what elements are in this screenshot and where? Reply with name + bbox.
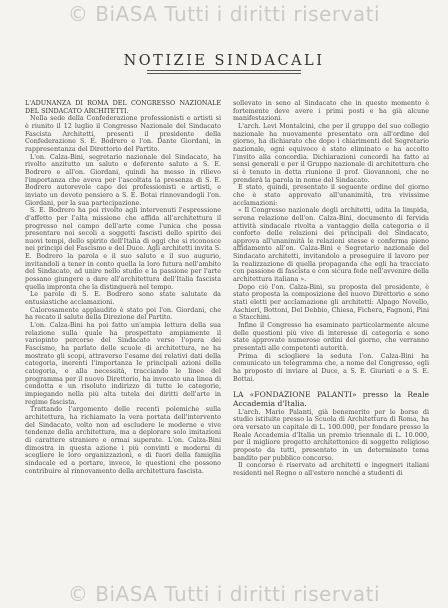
- right-paragraph: Prima di sciogliere la seduta l'on. Calza-Bini ha comunicato un telegramma che, a nome del Congresso, egli ha proposto di inviare al Duce, a S. E. Giuriati e a S. E. Bottai.: [233, 351, 429, 383]
- title-rule-top: [147, 70, 301, 71]
- page-title: NOTIZIE SINDACALI: [123, 53, 325, 69]
- left-column: [25, 100, 221, 475]
- watermark-bottom: © BiASA Tutti i diritti riservati: [67, 582, 381, 606]
- right-paragraph: « Il Congresso nazionale degli architetti, udita la limpida, serena relazione dell'on. Calza-Bini, documento di fervida attività sindacale rivolta a vantaggio della categoria e il conforto delle relazioni dei principali del Sindacato, approva all'unanimità le relazioni stesse e conferma pieno affidamento all'on. Calza-Bini e Segretario nazionale del Sindacato architetti, invitandolo a proseguire il lavoro per la realizzazione di quella propaganda che egli ha tracciato con passione di fascista e con sicura fede nell'avvenire della architettura italiana ».: [233, 206, 429, 284]
- right-column: [233, 100, 429, 478]
- right-paragraph: sollevato in seno al Sindacato che in questo momento è fortemente deve avere i primi posti e ha già alcune manifestazioni.: [233, 99, 429, 123]
- right-paragraph: Infine il Congresso ha esaminato particolarmente alcune delle questioni più vive di interesse di categoria e sono state approvate numerose ordini del giorno, che verranno presentati alle competenti autorità.: [233, 321, 429, 352]
- watermark-top: © BiASA Tutti i diritti riservati: [67, 2, 381, 26]
- right-paragraph: E stato, quindi, presentato il seguente ordine del giorno che è stato approvato all'unanimità, tra vivissime acclamazioni:: [233, 183, 429, 207]
- left-lead: L'ADUNANZA DI ROMA DEL CONGRESSO NAZIONALE DEL SINDACATO ARCHITETTI.: [25, 99, 221, 115]
- right-paragraph: L'arch. Mario Palanti, già benemerito per le borse di studio istituite presso la Scuola di Architettura di Roma, ha ora versato un capitale di L. 100.000, per fondare presso la Reale Accademia d'Italia un premio triennale di L. 10.000, per il migliore progetto architettonico di soggetto religioso proposto da tutti, presentato in un determinato tema bandito per pubblico concorso.: [233, 407, 429, 462]
- right-paragraph: L'arch. Levi Montalcini, che per il gruppo del suo collegio nazionale ha nuovamente presentato ora all'ordine del giorno, ha dichiarato che dopo i chiarimenti del Segretario nazionale, ogni equivoco è stato eliminato e ha accolto l'invito alla concordia. Dichiarazioni concordi ha fatto ai sensi generali e per il Gruppo nazionale di architettura che si è tenuto in detta riunione il prof. Giovannoni, che ne prenderà la parola in nome del Sindacato.: [233, 121, 429, 184]
- right-paragraph: Il concorso è riservato ad architetti e ingegneri italiani residenti nel Regno o all'estero nonché a studenti di: [233, 461, 429, 477]
- right-paragraph: Dopo ciò l'on. Calza-Bini, su proposta del presidente, è stato proposta la composizione del nuovo Direttorio e sono stati eletti per acclamazione gli architetti: Alpago Novello, Aschieri, Bottoni, Del Debbio, Chiesa, Fichera, Fagnoni, Pini e Stacchini.: [233, 282, 429, 322]
- title-rule-bottom: [147, 73, 301, 74]
- left-paragraph: Trattando l'argomento delle recenti polemiche sulla architettura, ha richiamato la vera portata dell'intervento del Sindacato, volto non ad escludere le moderne e vive tendenze della architettura, ma a deplorare solo imitazioni di carattere straniero e ormai superate. L'on. Calza-Bini dimostra in questa azione i più convinti e moderni di scegliere le loro organizzazioni, e di fuori della famiglia sindacale ed a portare, invece, le questioni che possono contribuire al rinnovamento della architettura fascista.: [25, 405, 221, 475]
- left-paragraph: S. E. Bodrero ha poi rivolto agli intervenuti l'espressione d'affetto per l'alta missione che affida all'architettura il progresso nel campo dell'arte come l'unica che possa presentare noi secoli a soggetti fascisti dello spirito dei nuovi tempi, dello spirito dell'Italia di oggi che si riconosce nei principi del Fascismo e del Duce. Agli architetti invita S. E. Bodrero la parola e il suo saluto e il suo augurio, invitandoli a tener in conto quella la loro futura nell'ambito del Sindacato, ad unire nello studio e la passione per l'arte possano giungere a dare all'architettura dell'Italia fascista quella impronta che la distinguerà nel tempo.: [25, 206, 221, 291]
- left-paragraph: L'on. Calza-Bini ha poi fatto un'ampia lettura della sua relazione sulla quale ha prospettato ampiamente il variopinto percorso del Sindacato verso l'opera dei Fascismo, ha parlato delle scuole di architettura, ne ha mostrato gli scopi, attraverso l'esame dei relativi dati della categoria, inerenti l'importanza le principali azioni della categoria, e alla necessità, tracciando le linee del programma per il nuovo Direttorio, ha invocato una linea di condotta e un risoluto indirizzo di tutte le categorie, impiegando nella più alta tutela dei diritti dell'arte in regime fascista.: [25, 321, 221, 406]
- left-paragraph: L'on. Calza-Bini, segretario nazionale del Sindacato, ha rivolto anzitutto un saluto e deferente saluto a S. E. Bodrero e all'on. Giordani, quindi ha messo in rilievo l'importanza che aveva per l'ascoltata la presenza di S. E. Bodrero autorevole capo dei professionisti e artisti, e inviato un devoto pensiero a S. E. Botai rinnovandogli l'on. Giordani, per la sua partecipazione.: [25, 152, 221, 207]
- left-paragraph: Le parole di S. E. Bodrero sono state salutate da entusiastiche acclamazioni.: [25, 290, 221, 307]
- right-section-heading: LA «FONDAZIONE PALANTI» presso la Reale Accademia d'Italia.: [233, 390, 429, 409]
- left-paragraph: Nella sede della Confederazione professionisti e artisti si è riunito il 12 luglio il Congresso Nazionale del Sindacato Fascista Architetti, presenti il presidente della Confederazione S. E. Bodrero e l'on. Dante Giordani, in rappresentanza del Direttorio del Partito.: [25, 114, 221, 153]
- left-paragraph: Calorosamente applaudito è stato poi l'on. Giordani, che ha recato il saluto della Direzione del Partito.: [25, 305, 221, 322]
